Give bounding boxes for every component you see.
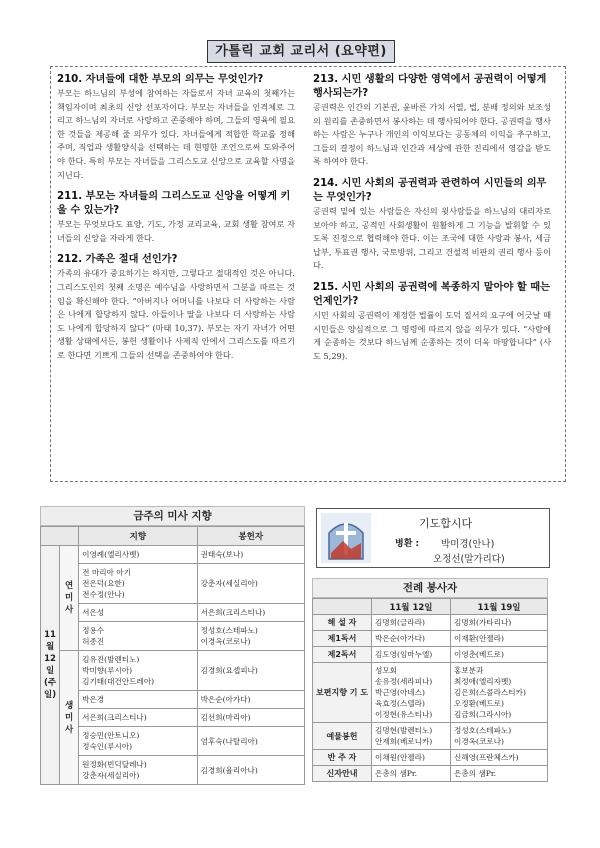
- table-row: [313, 631, 548, 647]
- offerer-name: 권태숙(보나): [200, 550, 244, 559]
- server-name: 육효정(스텔라): [375, 699, 425, 708]
- intent-name: 정숙인(루시아): [82, 742, 133, 751]
- answer-text: 공권력은 인간의 기본권, 윤바른 가치 서열, 법, 분배 정의와 보조성의 원리를 존중하면서 봉사하는 데 행사되어야 한다. 공권력을 행사하는 사람은 누구나 개인의 이익보다는 공동체의 이익을 추구하고, 그들의 결정이 하느님과 인간과 세상에 관한 진리에서 영감을 받도록 하여야 한다.: [313, 102, 551, 167]
- server-cell-date2: [450, 750, 547, 766]
- table-row: [41, 564, 305, 604]
- intent-name: 박은경: [82, 695, 105, 704]
- question-heading: 214. 시민 사회의 공권력과 관련하여 시민들의 의무는 무엇인가?: [313, 177, 547, 203]
- server-name: 이경옥(코로나): [453, 737, 504, 746]
- intent-name: 원정화(빈딕달레나): [82, 760, 147, 769]
- table-row: [313, 766, 548, 782]
- mass-intention-table: [40, 526, 305, 785]
- offerer-name: 정성호(스테파노): [200, 626, 258, 635]
- intent-name: 허종진: [82, 637, 105, 646]
- server-name: 성모회: [375, 666, 398, 675]
- intent-name: 서은희(크리스티나): [82, 713, 147, 722]
- server-name: 이정현(유스티나): [375, 710, 433, 719]
- catechism-right-column: [313, 73, 551, 371]
- answer-text: 시민 사회의 공권력이 제정한 법률이 도덕 질서의 요구에 어긋날 때 시민들은 양심적으로 그 명령에 따르지 않을 의무가 있다. “사람에게 순종하는 것보다 하느님께 순종하는 것이 더욱 마땅합니다” (사도 5,29).: [313, 309, 551, 361]
- intent-cell: [79, 546, 197, 564]
- qa-item: [57, 73, 295, 182]
- intent-cell: [79, 709, 197, 727]
- mass-section-label: 연미사: [60, 546, 79, 651]
- mass-date-cell: 11월 12일 (주일): [41, 546, 60, 785]
- server-role: 보편지향 기 도: [313, 663, 372, 723]
- server-name: 신해영(프란체스카): [453, 753, 519, 762]
- server-cell-date1: [372, 750, 451, 766]
- server-cell-date2: [450, 766, 547, 782]
- offerer-cell: [197, 756, 304, 785]
- server-name: 최정애(엘리자벳): [453, 677, 512, 686]
- offerer-name: 김경희(율리아나): [200, 765, 258, 775]
- server-cell-date1: [372, 631, 451, 647]
- server-name: 박근영(아네스): [375, 688, 425, 697]
- intent-cell: [79, 604, 197, 622]
- intent-cell: [79, 651, 197, 691]
- server-cell-date2: [450, 723, 547, 750]
- server-name: 이재환(안젤라): [453, 634, 504, 643]
- mass-header-offerer: 봉헌자: [197, 527, 304, 546]
- mass-header-intent: 지향: [79, 527, 197, 546]
- church-window-icon: [321, 513, 371, 563]
- offerer-cell: [197, 709, 304, 727]
- intent-cell: [79, 622, 197, 651]
- offerer-cell: [197, 727, 304, 756]
- offerer-name: 김선희(마리아): [200, 713, 251, 722]
- server-name: 홍보분과: [453, 666, 484, 675]
- intent-cell: [79, 756, 197, 785]
- answer-text: 부모는 무엇보다도 표양, 기도, 가정 교리교육, 교회 생활 참여로 자녀들의 신앙을 자라게 한다.: [57, 219, 295, 243]
- server-name: 김명현(발렌티노): [375, 726, 433, 735]
- mass-header-blank: [41, 527, 79, 546]
- server-name: 은총의 샘Pr.: [375, 769, 418, 778]
- intent-name: 정용수: [82, 626, 105, 635]
- server-name: 이채원(안젤라): [375, 753, 425, 762]
- prayer-illness-label: 병환 :: [395, 539, 420, 549]
- page-title: 가톨릭 교회 교리서 (요약편): [207, 40, 395, 63]
- catechism-left-column: [57, 73, 295, 371]
- prayer-box: [316, 508, 550, 568]
- server-role: 예물봉헌: [313, 723, 372, 750]
- server-cell-date2: [450, 615, 547, 631]
- table-row: [313, 663, 548, 723]
- intent-name: 전은덕(요한): [82, 579, 125, 588]
- server-cell-date1: [372, 663, 451, 723]
- server-name: 김금희(그라시아): [453, 710, 512, 719]
- intent-name: 서은성: [82, 608, 105, 617]
- server-role: 신자안내: [313, 766, 372, 782]
- offerer-name: 서은희(크리스티나): [200, 608, 266, 617]
- answer-text: 공권력 밑에 있는 사람들은 자신의 윗사람들을 하느님의 대리자로 보아야 하고, 공적인 사회생활이 원활하게 그 기능을 발휘할 수 있도록 진정으로 협력해야 한다. 이는 조국에 대한 사랑과 봉사, 세금 납부, 투표권 행사, 국토방위, 그리고 건설적 비판의 권리 행사 등이다.: [313, 205, 551, 271]
- server-cell-date1: [372, 615, 451, 631]
- server-name: 박은순(아가다): [375, 634, 425, 643]
- service-header-blank: [313, 599, 372, 615]
- table-row: [41, 709, 305, 727]
- question-heading: 211. 부모는 자녀들의 그리스도교 신앙을 어떻게 키울 수 있는가?: [57, 191, 291, 217]
- table-row: [313, 647, 548, 663]
- server-role: 해 설 자: [313, 615, 372, 631]
- question-heading: 210. 자녀들에 대한 부모의 의무는 무엇인가?: [57, 74, 264, 85]
- table-row: [41, 604, 305, 622]
- question-heading: 212. 가족은 절대 선인가?: [57, 254, 178, 266]
- server-role: 반 주 자: [313, 750, 372, 766]
- server-role: 제2독서: [313, 647, 372, 663]
- intent-name: 김기태(대건안드레아): [82, 677, 155, 686]
- intent-name: 박미향(루시아): [82, 666, 133, 675]
- qa-item: [313, 281, 551, 363]
- offerer-cell: [197, 546, 304, 564]
- server-cell-date1: [372, 723, 451, 750]
- offerer-name: 이경옥(코로나): [200, 637, 251, 646]
- server-cell-date1: [372, 647, 451, 663]
- server-name: 김도영(임마누엘): [375, 650, 433, 659]
- table-row: [41, 651, 305, 691]
- intent-name: 정승민(안토니오): [82, 731, 140, 740]
- table-row: [41, 622, 305, 651]
- qa-item: [313, 177, 551, 273]
- server-name: 김명희(가타리나): [453, 618, 512, 627]
- server-name: 송유정(세라피나): [375, 677, 433, 686]
- intent-cell: [79, 564, 197, 604]
- server-name: 이영춘(베드로): [453, 650, 504, 659]
- intent-name: 전 마리아 아기: [82, 568, 131, 577]
- server-name: 김명희(글라라): [375, 618, 425, 627]
- service-header-date1: 11월 12일: [372, 599, 451, 615]
- intent-name: 이영례(엘리사벳): [82, 550, 140, 559]
- offerer-name: 강춘자(세실리아): [200, 579, 258, 588]
- intent-name: 전수정(안나): [82, 590, 125, 599]
- server-cell-date2: [450, 631, 547, 647]
- offerer-name: 박은순(아가다): [200, 695, 251, 704]
- offerer-cell: [197, 691, 304, 709]
- answer-text: 가족의 유대가 중요하기는 하지만, 그렇다고 절대적인 것은 아니다. 그리스도인의 첫째 소명은 예수님을 사랑하면서 그분을 따르는 것임을 확신해야 한다. “아버지나 어머니를 나보다 더 사랑하는 사람은 나에게 합당하지 않다. 아들이나 딸을 나보다 더 사랑하는 사람도 나에게 합당하지 않다” (마태 10,37). 부모는 자기 자녀가 어떤 생활 상태에서든, 봉헌 생활이나 사제직 안에서 그리스도를 따르기로 한다면 기쁘게 그들의 선택을 존중하여야 한다.: [57, 268, 295, 360]
- liturgy-servers-section: [312, 578, 548, 782]
- server-name: 안재희(베로니카): [375, 737, 433, 746]
- table-row: [313, 615, 548, 631]
- intent-name: 김유진(발렌티노): [82, 655, 140, 664]
- server-name: 은총의 샘Pr.: [453, 769, 497, 778]
- server-name: 오정환(베드로): [453, 699, 504, 708]
- qa-item: [313, 73, 551, 169]
- server-name: 정성호(스테파노): [453, 726, 512, 735]
- offerer-cell: [197, 564, 304, 604]
- offerer-cell: [197, 622, 304, 651]
- service-header-date2: 11월 19일: [450, 599, 547, 615]
- prayer-title: 기도합시다: [419, 517, 473, 530]
- answer-text: 부모는 하느님의 부성에 참여하는 자들로서 자녀 교육의 첫째가는 책임자이며 최초의 신앙 선포자이다. 부모는 자녀들을 인격체로 그리고 하느님의 자녀로 사랑하고 존중해야 하며, 그들의 영육에 필요한 것들을 제공해 줄 의무가 있다. 자녀들에게 적합한 학교를 정해 주며, 직업과 생활양식을 선택하는 데 현명한 조언으로써 도와주어야 한다. 특히 부모는 자녀들을 그리스도교 신앙으로 교육할 사명을 지닌다.: [57, 88, 295, 180]
- prayer-name: 오정선(말가리다): [433, 554, 505, 565]
- mass-intention-section: [40, 506, 305, 785]
- offerer-cell: [197, 651, 304, 691]
- server-cell-date1: [372, 766, 451, 782]
- mass-intention-title: 금주의 미사 지향: [40, 506, 305, 526]
- intent-cell: [79, 727, 197, 756]
- question-heading: 213. 시민 생활의 다양한 영역에서 공권력이 어떻게 행사되는가?: [313, 74, 547, 99]
- offerer-name: 김경희(요셉피나): [200, 666, 258, 675]
- intent-cell: [79, 691, 197, 709]
- server-role: 제1독서: [313, 631, 372, 647]
- table-row: [41, 756, 305, 785]
- table-row: [41, 691, 305, 709]
- question-heading: 215. 시민 사회의 공권력에 복종하지 말아야 할 때는 언제인가?: [313, 281, 550, 307]
- mass-section-label: 생미사: [60, 651, 79, 785]
- qa-item: [57, 253, 295, 362]
- table-row: [313, 723, 548, 750]
- server-cell-date2: [450, 647, 547, 663]
- intent-name: 강춘자(세실리아): [82, 771, 140, 780]
- server-cell-date2: [450, 663, 547, 723]
- liturgy-servers-table: [312, 598, 548, 782]
- liturgy-servers-title: 전례 봉사자: [312, 578, 548, 598]
- table-row: [41, 727, 305, 756]
- offerer-name: 엄후숙(나탈리아): [200, 736, 258, 746]
- prayer-name: 박미경(안나): [441, 539, 495, 550]
- table-row: [41, 546, 305, 564]
- qa-item: [57, 190, 295, 245]
- server-name: 김은희(스콜라스티카): [453, 688, 526, 697]
- catechism-box: [50, 66, 566, 482]
- offerer-cell: [197, 604, 304, 622]
- table-row: [313, 750, 548, 766]
